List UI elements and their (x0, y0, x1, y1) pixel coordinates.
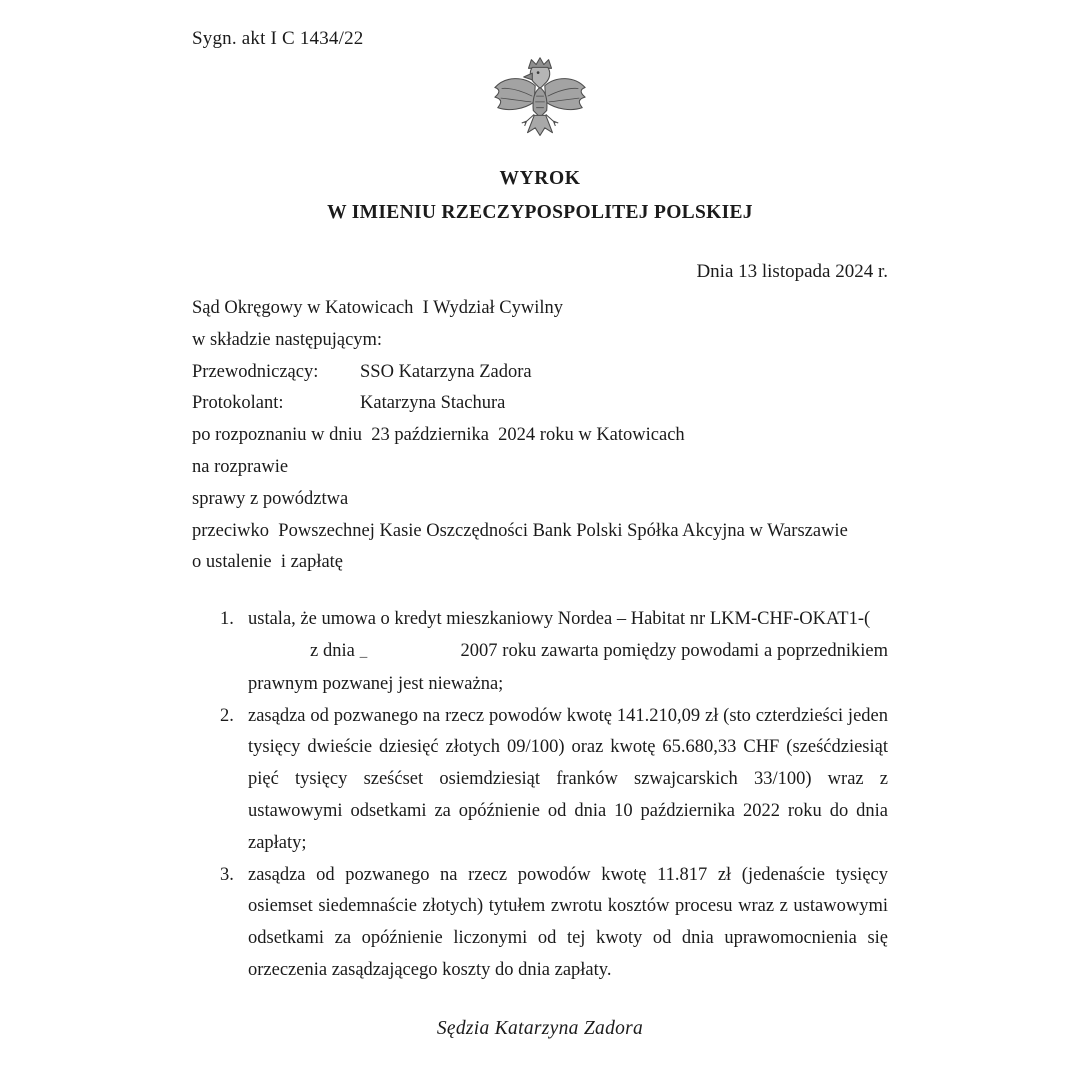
court-header-line: po rozpoznaniu w dniu 23 października 2024 roku w Katowicach (192, 425, 685, 446)
court-header-line (192, 388, 888, 420)
ruling-line: orzeczenia zasądzającego koszty do dnia zapłaty. (248, 959, 612, 980)
ruling-line: prawnym pozwanej jest nieważna; (248, 673, 504, 694)
judgment-date: Dnia 13 listopada 2024 r. (696, 261, 888, 282)
ruling-item (192, 860, 888, 987)
ruling-line: ustawowymi odsetkami za opóźnienie od dnia 10 października 2022 roku do dnia (248, 800, 888, 821)
ruling-line: tysięcy dwieście dziesięć złotych 09/100) oraz kwotę 65.680,33 CHF (sześćdziesiąt (248, 737, 888, 758)
ruling-number: 2. (220, 705, 234, 726)
document-subtitle: W IMIENIU RZECZYPOSPOLITEJ POLSKIEJ (327, 202, 753, 223)
ruling-line: osiemset siedemnaście złotych) tytułem zwrotu kosztów procesu wraz z ustawowymi (248, 896, 888, 917)
ruling-item (192, 701, 888, 860)
court-header-line: na rozprawie (192, 456, 289, 477)
case-number: Sygn. akt I C 1434/22 (192, 28, 364, 49)
header-role-value: Katarzyna Stachura (360, 393, 506, 414)
header-role-label: Przewodniczący: (192, 361, 319, 382)
polish-eagle-icon (492, 54, 588, 146)
ruling-line: zapłaty; (248, 832, 307, 853)
ruling-line: pięć tysięcy sześćset osiemdziesiąt franków szwajcarskich 33/100) wraz z (248, 769, 888, 790)
rulings-list (192, 604, 888, 987)
court-header-line (192, 357, 888, 389)
judge-signature: Sędzia Katarzyna Zadora (436, 1017, 644, 1039)
ruling-line: odsetkami za opóźnienie liczonymi od tej kwoty od dnia uprawomocnienia się (248, 928, 888, 949)
ruling-number: 3. (220, 864, 234, 885)
ruling-line: z dnia _ 2007 roku zawarta pomiędzy powodami a poprzednikiem (248, 636, 888, 669)
ruling-line: ustala, że umowa o kredyt mieszkaniowy Nordea – Habitat nr LKM-CHF-OKAT1-( (248, 609, 871, 630)
court-header-line: w składzie następującym: (192, 329, 383, 350)
header-role-value: SSO Katarzyna Zadora (360, 361, 532, 382)
court-header-line: o ustalenie i zapłatę (192, 552, 344, 573)
ruling-item (192, 604, 888, 700)
court-header-line: przeciwko Powszechnej Kasie Oszczędności Bank Polski Spółka Akcyjna w Warszawie (192, 520, 848, 541)
court-header-line: Sąd Okręgowy w Katowicach I Wydział Cywilny (192, 298, 564, 318)
ruling-line: zasądza od pozwanego na rzecz powodów kwotę 11.817 zł (jedenaście tysięcy (248, 864, 888, 885)
emblem-container (192, 54, 888, 146)
ruling-number: 1. (220, 609, 234, 630)
court-header-line: sprawy z powództwa (192, 488, 349, 509)
court-header (192, 293, 888, 579)
redacted-date-gap: _ (359, 643, 368, 660)
header-role-label: Protokolant: (192, 393, 284, 414)
document-title: WYROK (499, 168, 581, 189)
ruling-line: zasądza od pozwanego na rzecz powodów kwotę 141.210,09 zł (sto czterdzieści jeden (248, 705, 888, 726)
